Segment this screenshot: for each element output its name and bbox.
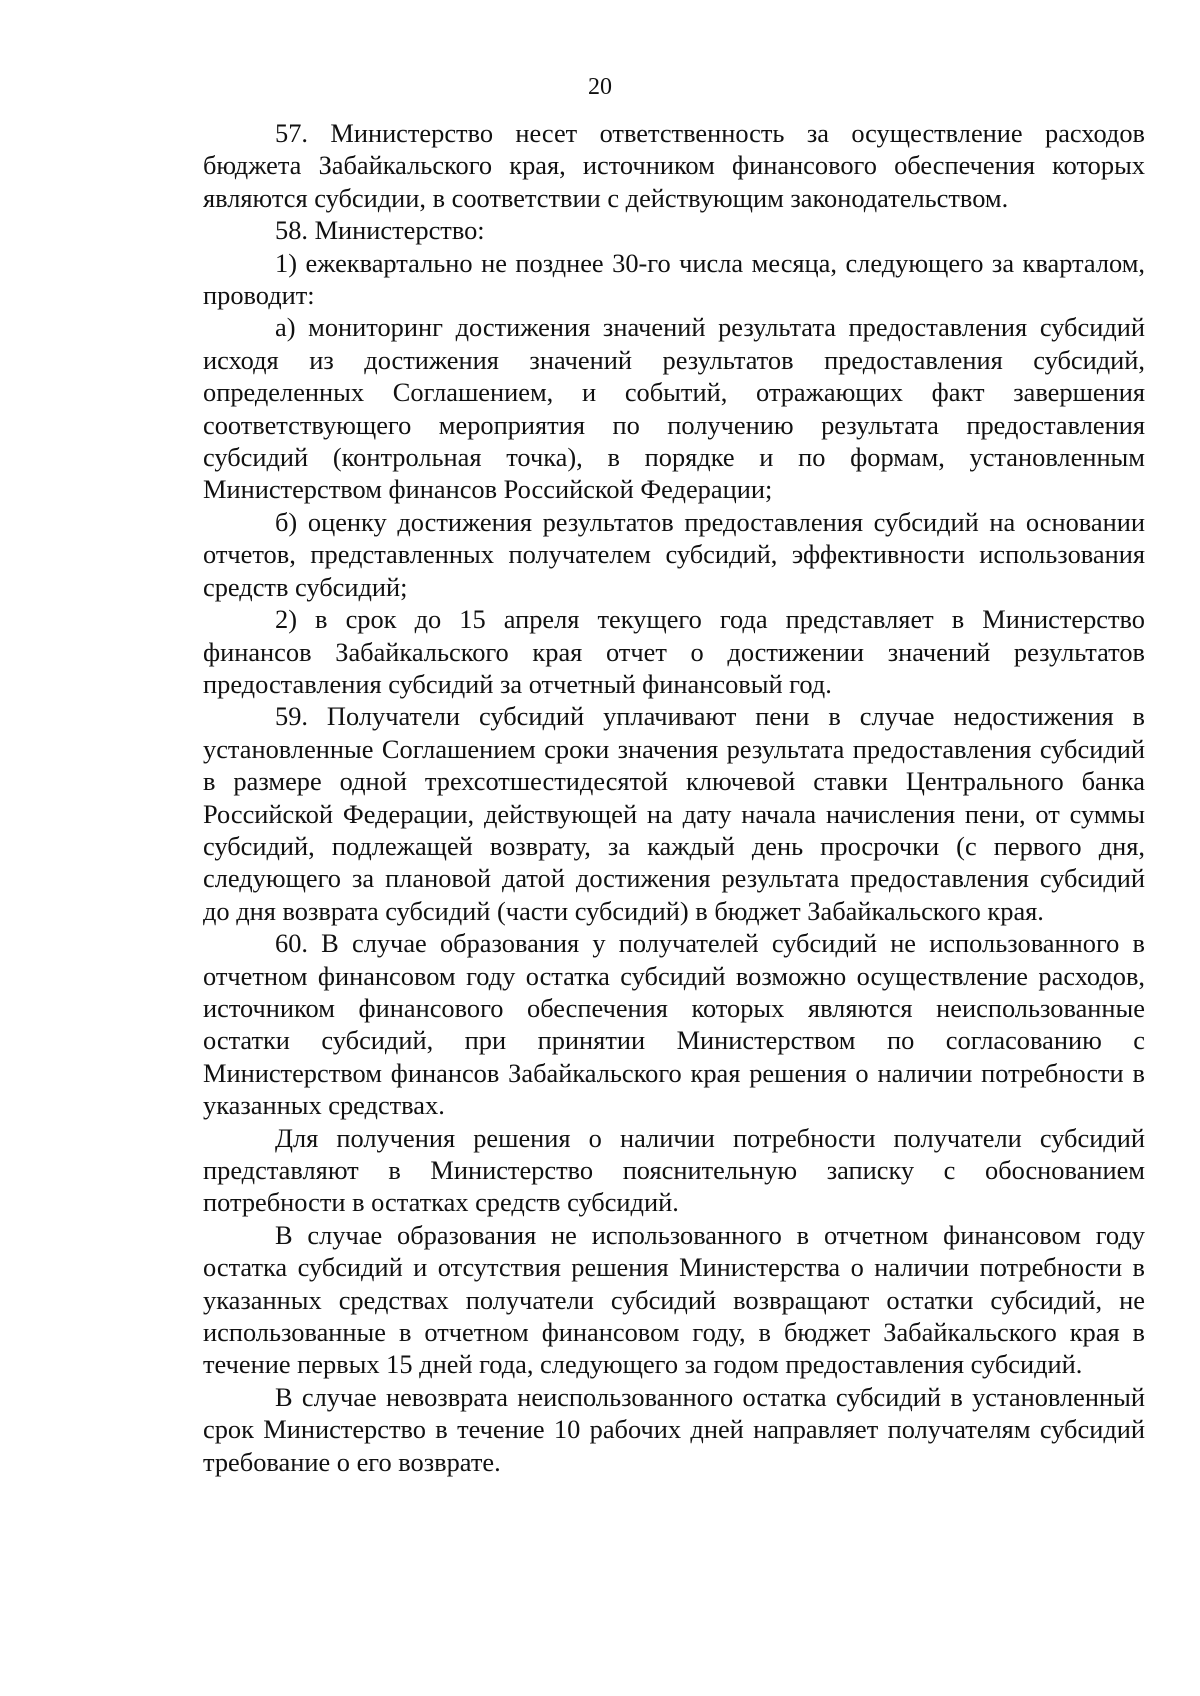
paragraph-60-non-return: В случае невозврата неиспользованного остатка субсидий в установленный срок Министерство в течение 10 рабочих дней направляет получателям субсидий требование о его возврате. — [203, 1381, 1145, 1477]
paragraph-58-heading: 58. Министерство: — [275, 215, 485, 246]
page-number: 20 — [588, 74, 612, 100]
paragraph-60-return-of-balances: В случае образования не использованного в отчетном финансовом году остатка субсидий и отсутствия решения Министерства о наличии потребности в указанных средствах получатели субсидий возвращают остатки субсидий, не использованные в отчетном финансовом году, в бюджет Забайкальского края в течение первых 15 дней года, следующего за годом предоставления субсидий. — [203, 1219, 1145, 1380]
paragraph-60-explanatory-note: Для получения решения о наличии потребности получатели субсидий представляют в Министерство пояснительную записку с обоснованием потребности в остатках средств субсидий. — [203, 1122, 1145, 1218]
paragraph-60: 60. В случае образования у получателей субсидий не использованного в отчетном финансовом году остатка субсидий возможно осуществление расходов, источником финансового обеспечения которых являются неиспользованные остатки субсидий, при принятии Министерством по согласованию с Министерством финансов Забайкальского края решения о наличии потребности в указанных средствах. — [203, 928, 1145, 1121]
paragraph-58-item-1b: б) оценку достижения результатов предоставления субсидий на основании отчетов, представленных получателем субсидий, эффективности использования средств субсидий; — [203, 506, 1145, 602]
paragraph-58-item-1a: а) мониторинг достижения значений результата предоставления субсидий исходя из достижения значений результатов предоставления субсидий, определенных Соглашением, и событий, отражающих факт завершения соответствующего мероприятия по получению результата предоставления субсидий (контрольная точка), в порядке и по формам, установленным Министерством финансов Российской Федерации; — [203, 312, 1145, 505]
paragraph-57: 57. Министерство несет ответственность за осуществление расходов бюджета Забайкальского края, источником финансового обеспечения которых являются субсидии, в соответствии с действующим законодательством. — [203, 118, 1145, 213]
document-body — [203, 117, 1145, 1478]
paragraph-59: 59. Получатели субсидий уплачивают пени в случае недостижения в установленные Соглашением сроки значения результата предоставления субсидий в размере одной трехсотшестидесятой ключевой ставки Центрального банка Российской Федерации, действующей на дату начала начисления пени, от суммы субсидий, подлежащей возврату, за каждый день просрочки (с первого дня, следующего за плановой датой достижения результата предоставления субсидий до дня возврата субсидий (части субсидий) в бюджет Забайкальского края. — [203, 701, 1145, 926]
paragraph-58-item-2: 2) в срок до 15 апреля текущего года представляет в Министерство финансов Забайкальского края отчет о достижении значений результатов предоставления субсидий за отчетный финансовый год. — [203, 604, 1145, 699]
paragraph-58-item-1: 1) ежеквартально не позднее 30-го числа месяца, следующего за кварталом, проводит: — [203, 247, 1145, 311]
